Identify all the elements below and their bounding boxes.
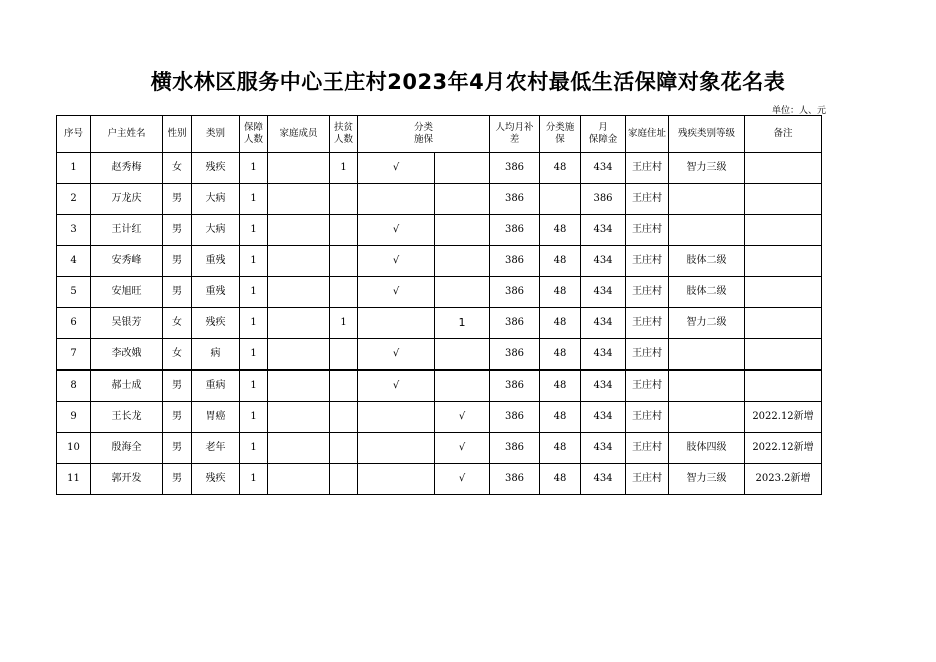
cell-seq: 2 — [57, 184, 91, 215]
cell-month: 434 — [581, 153, 626, 184]
header-gender: 性别 — [163, 116, 192, 153]
cell-month: 434 — [581, 277, 626, 308]
cell-gender: 女 — [163, 339, 192, 371]
header-remark: 备注 — [745, 116, 822, 153]
cell-address: 王庄村 — [626, 402, 669, 433]
table-row — [57, 246, 822, 277]
cell-category-b — [435, 153, 490, 184]
cell-address: 王庄村 — [626, 153, 669, 184]
cell-gender: 男 — [163, 433, 192, 464]
cell-remark — [745, 370, 822, 402]
header-month-line1: 月 — [598, 122, 608, 133]
header-category-line2: 施保 — [413, 134, 433, 145]
cell-family — [268, 153, 330, 184]
cell-class: 48 — [540, 433, 581, 464]
cell-category-a — [358, 464, 435, 495]
cell-avg: 386 — [490, 433, 540, 464]
cell-gender: 男 — [163, 184, 192, 215]
cell-poverty: 1 — [330, 308, 358, 339]
cell-address: 王庄村 — [626, 370, 669, 402]
cell-insured: 1 — [240, 339, 268, 371]
cell-name: 吴银芳 — [91, 308, 163, 339]
cell-category-a — [358, 402, 435, 433]
cell-month: 434 — [581, 339, 626, 371]
cell-address: 王庄村 — [626, 215, 669, 246]
cell-poverty — [330, 370, 358, 402]
table-row — [57, 184, 822, 215]
header-poverty — [330, 116, 358, 153]
page-title: 横水林区服务中心王庄村2023年4月农村最低生活保障对象花名表 — [150, 70, 786, 94]
cell-avg: 386 — [490, 308, 540, 339]
cell-class: 48 — [540, 402, 581, 433]
cell-name: 赵秀梅 — [91, 153, 163, 184]
table-row — [57, 153, 822, 184]
cell-name: 安旭旺 — [91, 277, 163, 308]
cell-disability — [669, 370, 745, 402]
cell-month: 434 — [581, 464, 626, 495]
cell-remark — [745, 215, 822, 246]
cell-type: 残疾 — [192, 464, 240, 495]
cell-gender: 男 — [163, 277, 192, 308]
header-address: 家庭住址 — [626, 116, 669, 153]
unit-label: 单位：人、元 — [771, 106, 826, 116]
table-row — [57, 215, 822, 246]
header-insured — [240, 116, 268, 153]
cell-avg: 386 — [490, 277, 540, 308]
cell-disability: 智力三级 — [669, 464, 745, 495]
cell-avg: 386 — [490, 402, 540, 433]
table-row — [57, 339, 822, 371]
cell-remark — [745, 308, 822, 339]
cell-insured: 1 — [240, 433, 268, 464]
cell-name: 郭开发 — [91, 464, 163, 495]
roster-body — [57, 153, 822, 495]
cell-poverty — [330, 215, 358, 246]
cell-address: 王庄村 — [626, 277, 669, 308]
cell-poverty: 1 — [330, 153, 358, 184]
cell-month: 434 — [581, 433, 626, 464]
cell-class: 48 — [540, 308, 581, 339]
cell-class: 48 — [540, 464, 581, 495]
cell-avg: 386 — [490, 153, 540, 184]
cell-category-b — [435, 246, 490, 277]
cell-family — [268, 339, 330, 371]
cell-class: 48 — [540, 277, 581, 308]
cell-seq: 4 — [57, 246, 91, 277]
cell-remark — [745, 246, 822, 277]
cell-name: 安秀峰 — [91, 246, 163, 277]
cell-class: 48 — [540, 153, 581, 184]
cell-gender: 男 — [163, 215, 192, 246]
table-row — [57, 402, 822, 433]
cell-insured: 1 — [240, 184, 268, 215]
cell-seq: 1 — [57, 153, 91, 184]
cell-poverty — [330, 184, 358, 215]
cell-avg: 386 — [490, 339, 540, 371]
cell-seq: 5 — [57, 277, 91, 308]
cell-family — [268, 308, 330, 339]
cell-type: 病 — [192, 339, 240, 371]
cell-class: 48 — [540, 339, 581, 371]
cell-insured: 1 — [240, 402, 268, 433]
header-insured-line2: 人数 — [243, 134, 263, 145]
table-row — [57, 464, 822, 495]
cell-gender: 男 — [163, 464, 192, 495]
cell-name: 李改娥 — [91, 339, 163, 371]
header-avg — [490, 116, 540, 153]
cell-type: 重病 — [192, 370, 240, 402]
cell-insured: 1 — [240, 246, 268, 277]
cell-remark: 2022.12新增 — [745, 402, 822, 433]
header-disability: 残疾类别等级 — [669, 116, 745, 153]
cell-type: 胃癌 — [192, 402, 240, 433]
cell-category-a — [358, 184, 435, 215]
cell-remark — [745, 153, 822, 184]
cell-type: 大病 — [192, 215, 240, 246]
cell-family — [268, 370, 330, 402]
cell-category-b — [435, 339, 490, 371]
cell-gender: 女 — [163, 153, 192, 184]
cell-poverty — [330, 464, 358, 495]
cell-month: 434 — [581, 246, 626, 277]
cell-type: 老年 — [192, 433, 240, 464]
header-insured-line1: 保障 — [243, 122, 263, 133]
cell-gender: 女 — [163, 308, 192, 339]
cell-seq: 3 — [57, 215, 91, 246]
header-avg-line1: 人均月补 — [495, 122, 534, 133]
header-class — [540, 116, 581, 153]
cell-poverty — [330, 402, 358, 433]
cell-category-a: √ — [358, 277, 435, 308]
cell-category-a: √ — [358, 215, 435, 246]
header-name: 户主姓名 — [91, 116, 163, 153]
header-type: 类别 — [192, 116, 240, 153]
cell-category-a: √ — [358, 339, 435, 371]
cell-remark — [745, 184, 822, 215]
cell-month: 434 — [581, 215, 626, 246]
cell-address: 王庄村 — [626, 433, 669, 464]
cell-month: 434 — [581, 370, 626, 402]
table-row — [57, 433, 822, 464]
header-poverty-line2: 人数 — [333, 134, 353, 145]
cell-name: 万龙庆 — [91, 184, 163, 215]
cell-month: 386 — [581, 184, 626, 215]
cell-avg: 386 — [490, 215, 540, 246]
cell-family — [268, 184, 330, 215]
cell-family — [268, 215, 330, 246]
cell-category-a — [358, 308, 435, 339]
cell-insured: 1 — [240, 277, 268, 308]
cell-class: 48 — [540, 246, 581, 277]
cell-gender: 男 — [163, 370, 192, 402]
header-family: 家庭成员 — [268, 116, 330, 153]
cell-disability — [669, 184, 745, 215]
cell-gender: 男 — [163, 246, 192, 277]
cell-address: 王庄村 — [626, 246, 669, 277]
cell-gender: 男 — [163, 402, 192, 433]
cell-class: 48 — [540, 370, 581, 402]
cell-type: 残疾 — [192, 153, 240, 184]
cell-type: 残疾 — [192, 308, 240, 339]
cell-category-a — [358, 433, 435, 464]
cell-category-a: √ — [358, 153, 435, 184]
cell-type: 大病 — [192, 184, 240, 215]
cell-insured: 1 — [240, 215, 268, 246]
cell-name: 王计红 — [91, 215, 163, 246]
cell-avg: 386 — [490, 184, 540, 215]
cell-disability: 智力二级 — [669, 308, 745, 339]
cell-disability: 智力三级 — [669, 153, 745, 184]
header-month-line2: 保障金 — [588, 134, 618, 145]
cell-month: 434 — [581, 402, 626, 433]
cell-seq: 8 — [57, 370, 91, 402]
cell-seq: 7 — [57, 339, 91, 371]
cell-name: 郝士成 — [91, 370, 163, 402]
cell-class: 48 — [540, 215, 581, 246]
cell-category-b — [435, 184, 490, 215]
cell-avg: 386 — [490, 246, 540, 277]
cell-category-b: √ — [435, 402, 490, 433]
header-seq: 序号 — [57, 116, 91, 153]
cell-address: 王庄村 — [626, 464, 669, 495]
cell-category-b: √ — [435, 433, 490, 464]
cell-disability: 肢体四级 — [669, 433, 745, 464]
cell-family — [268, 402, 330, 433]
cell-disability: 肢体二级 — [669, 246, 745, 277]
cell-insured: 1 — [240, 308, 268, 339]
cell-seq: 6 — [57, 308, 91, 339]
roster-table — [56, 115, 822, 495]
header-category — [358, 116, 490, 153]
cell-insured: 1 — [240, 370, 268, 402]
header-poverty-line1: 扶贫 — [333, 122, 353, 133]
cell-remark: 2022.12新增 — [745, 433, 822, 464]
cell-avg: 386 — [490, 370, 540, 402]
cell-avg: 386 — [490, 464, 540, 495]
cell-category-b — [435, 370, 490, 402]
cell-poverty — [330, 433, 358, 464]
header-class-line1: 分类施 — [545, 122, 575, 133]
cell-disability — [669, 215, 745, 246]
cell-poverty — [330, 277, 358, 308]
cell-disability: 肢体二级 — [669, 277, 745, 308]
cell-disability — [669, 339, 745, 371]
cell-remark — [745, 339, 822, 371]
cell-name: 殷海全 — [91, 433, 163, 464]
table-row — [57, 308, 822, 339]
header-class-line2: 保 — [555, 134, 565, 145]
cell-disability — [669, 402, 745, 433]
cell-address: 王庄村 — [626, 308, 669, 339]
cell-family — [268, 433, 330, 464]
cell-family — [268, 277, 330, 308]
table-row — [57, 370, 822, 402]
cell-family — [268, 246, 330, 277]
header-month — [581, 116, 626, 153]
cell-address: 王庄村 — [626, 184, 669, 215]
cell-category-b: 1 — [435, 308, 490, 339]
cell-insured: 1 — [240, 464, 268, 495]
header-category-line1: 分类 — [413, 122, 433, 133]
cell-category-b — [435, 277, 490, 308]
cell-family — [268, 464, 330, 495]
cell-remark: 2023.2新增 — [745, 464, 822, 495]
cell-remark — [745, 277, 822, 308]
table-row — [57, 277, 822, 308]
cell-month: 434 — [581, 308, 626, 339]
cell-poverty — [330, 339, 358, 371]
cell-type: 重残 — [192, 277, 240, 308]
cell-insured: 1 — [240, 153, 268, 184]
cell-seq: 9 — [57, 402, 91, 433]
cell-category-b — [435, 215, 490, 246]
cell-category-b: √ — [435, 464, 490, 495]
cell-poverty — [330, 246, 358, 277]
cell-type: 重残 — [192, 246, 240, 277]
cell-name: 王长龙 — [91, 402, 163, 433]
cell-category-a: √ — [358, 370, 435, 402]
cell-address: 王庄村 — [626, 339, 669, 371]
cell-seq: 10 — [57, 433, 91, 464]
header-row — [57, 116, 822, 153]
cell-seq: 11 — [57, 464, 91, 495]
cell-category-a: √ — [358, 246, 435, 277]
cell-class — [540, 184, 581, 215]
header-avg-line2: 差 — [509, 134, 520, 145]
